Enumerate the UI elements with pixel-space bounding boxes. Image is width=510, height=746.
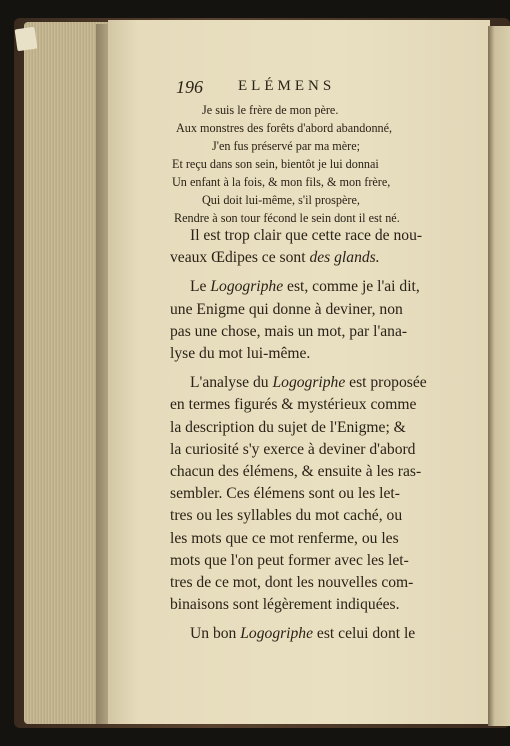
- prose-line: [170, 372, 458, 394]
- prose-text: L'analyse du: [190, 374, 273, 392]
- verse-line: Je suis le frère de mon père.: [202, 103, 339, 117]
- prose-line: sembler. Ces élémens sont ou les let-: [170, 485, 400, 503]
- italic-term: des glands.: [309, 249, 380, 267]
- facing-page-edge: [488, 26, 510, 726]
- prose-text: Un bon: [190, 625, 241, 643]
- prose-text: est celui dont le: [313, 625, 416, 643]
- paper-tab: [15, 27, 38, 52]
- verse-line: J'en fus préservé par ma mère;: [212, 139, 361, 153]
- prose-block: [170, 225, 458, 646]
- prose-text: est proposée: [345, 374, 427, 392]
- prose-line: tres de ce mot, dont les nouvelles com-: [170, 574, 414, 592]
- running-title: ELÉMENS: [238, 78, 336, 94]
- prose-text: est, comme je l'ai dit,: [283, 278, 420, 296]
- prose-line: en termes figurés & mystérieux comme: [170, 396, 417, 414]
- prose-line: [170, 247, 458, 269]
- italic-term: Logogriphe: [240, 625, 314, 643]
- prose-line: binaisons sont légèrement indiquées.: [170, 596, 400, 614]
- italic-term: Logogriphe: [272, 374, 346, 392]
- prose-line: lyse du mot lui-même.: [170, 345, 311, 363]
- prose-line: pas une chose, mais un mot, par l'ana-: [170, 322, 408, 340]
- verse-line: Et reçu dans son sein, bientôt je lui donnai: [172, 157, 379, 171]
- verse-line: Un enfant à la fois, & mon fils, & mon frère,: [172, 175, 391, 189]
- page-number: 196: [176, 77, 203, 97]
- prose-line: mots que l'on peut former avec les let-: [170, 551, 409, 569]
- prose-line: [170, 623, 458, 645]
- prose-text: veaux Œdipes ce sont: [170, 249, 310, 267]
- prose-line: une Enigme qui donne à deviner, non: [170, 300, 403, 318]
- prose-text: Le: [190, 278, 211, 296]
- verse-line: Rendre à son tour fécond le sein dont il est né.: [174, 211, 400, 225]
- prose-line: la description du sujet de l'Enigme; &: [170, 418, 406, 436]
- verse-block: [160, 101, 460, 227]
- verse-line: Aux monstres des forêts d'abord abandonné,: [176, 121, 393, 135]
- prose-line: les mots que ce mot renferme, ou les: [170, 529, 399, 547]
- prose-line: chacun des élémens, & ensuite à les ras-: [170, 463, 422, 481]
- prose-line: [170, 276, 458, 298]
- prose-line: tres ou les syllables du mot caché, ou: [170, 507, 403, 525]
- verse-line: Qui doit lui-même, s'il prospère,: [202, 193, 360, 207]
- italic-term: Logogriphe: [210, 278, 284, 296]
- prose-line: Il est trop clair que cette race de nou-: [190, 227, 423, 244]
- prose-line: la curiosité s'y exerce à deviner d'abord: [170, 440, 416, 458]
